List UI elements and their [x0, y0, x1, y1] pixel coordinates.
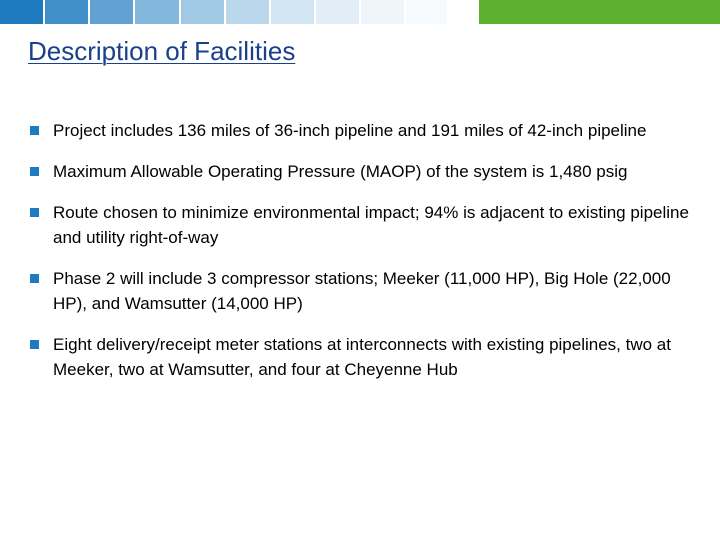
bullet-list [30, 118, 690, 398]
square-bullet-icon [30, 167, 39, 176]
banner-tile [361, 0, 404, 24]
banner-tile [181, 0, 224, 24]
banner-green-band [479, 0, 720, 24]
banner-tile [271, 0, 314, 24]
banner-tile [90, 0, 133, 24]
bullet-item [30, 266, 690, 316]
square-bullet-icon [30, 274, 39, 283]
bullet-text: Maximum Allowable Operating Pressure (MAOP) of the system is 1,480 psig [53, 162, 628, 181]
banner-tile [316, 0, 359, 24]
square-bullet-icon [30, 208, 39, 217]
top-banner [0, 0, 720, 24]
banner-tile [45, 0, 88, 24]
bullet-item [30, 118, 690, 143]
slide-title: Description of Facilities [28, 36, 296, 66]
bullet-text: Eight delivery/receipt meter stations at interconnects with existing pipelines, two at Meeker, two at Wamsutter, and four at Cheyenne Hub [53, 335, 671, 379]
banner-tile [226, 0, 269, 24]
bullet-item [30, 159, 690, 184]
bullet-text: Phase 2 will include 3 compressor stations; Meeker (11,000 HP), Big Hole (22,000 HP), and Wamsutter (14,000 HP) [53, 269, 671, 313]
bullet-item [30, 200, 690, 250]
bullet-text: Route chosen to minimize environmental impact; 94% is adjacent to existing pipeline and utility right-of-way [53, 203, 689, 247]
banner-tile [0, 0, 43, 24]
square-bullet-icon [30, 126, 39, 135]
banner-tile [406, 0, 447, 24]
bullet-text: Project includes 136 miles of 36-inch pipeline and 191 miles of 42-inch pipeline [53, 121, 647, 140]
banner-tile [135, 0, 178, 24]
square-bullet-icon [30, 340, 39, 349]
bullet-item [30, 332, 690, 382]
